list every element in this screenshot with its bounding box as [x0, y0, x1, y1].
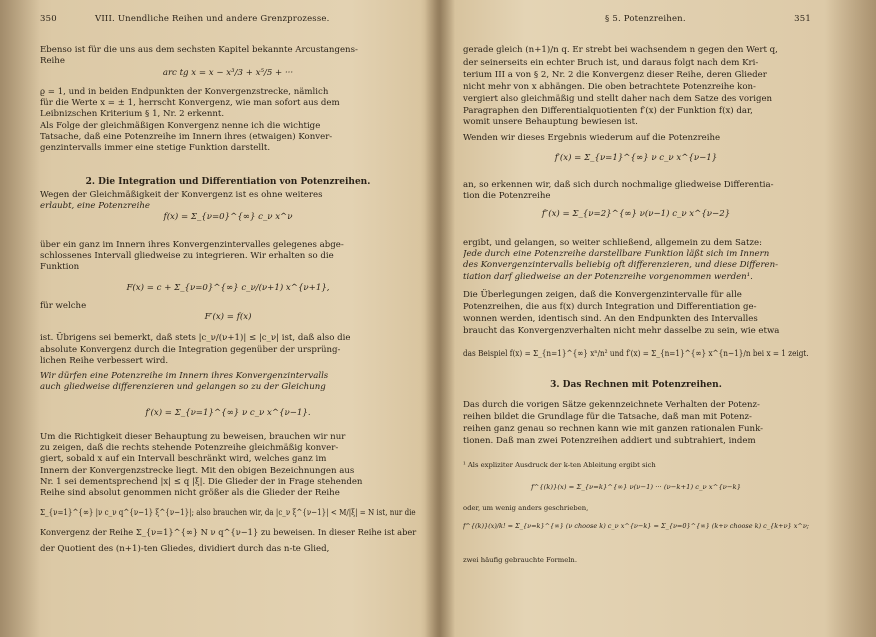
text-line: Potenzreihen, die aus f(x) durch Integration und Differentiation ge-	[463, 302, 757, 312]
text-line: tiation darf gliedweise an der Potenzreihe vorgenommen werden¹.	[463, 272, 753, 282]
formula-line: f′(x) = Σ_{ν=1}^{∞} ν c_ν x^{ν−1}.	[145, 408, 311, 418]
text-line: Ebenso ist für die uns aus dem sechsten Kapitel bekannte Arcustangens-	[40, 45, 358, 55]
text-line: ergibt, und gelangen, so weiter schließend, allgemein zu dem Satze:	[463, 238, 762, 248]
text-line: Konvergenz der Reihe Σ_{ν=1}^{∞} N ν q^{ν−1} zu beweisen. In dieser Reihe ist aber	[40, 528, 417, 538]
formula-line: f′(x) = Σ_{ν=1}^{∞} ν c_ν x^{ν−1}	[554, 153, 718, 163]
right-page-header	[463, 14, 811, 28]
text-line: zwei häufig gebrauchte Formeln.	[463, 556, 577, 564]
text-line: Reihe	[40, 56, 65, 66]
text-line: auch gliedweise differenzieren und gelangen so zu der Gleichung	[40, 382, 326, 392]
left-edge-shadow	[0, 0, 40, 637]
text-line: für welche	[40, 301, 87, 311]
left-page-header	[40, 14, 418, 28]
section-heading: 3. Das Rechnen mit Potenzreihen.	[550, 380, 722, 390]
text-line: tionen. Daß man zwei Potenzreihen addiert und subtrahiert, indem	[463, 436, 756, 446]
text-line: Σ_{ν=1}^{∞} |ν c_ν q^{ν−1} ξ^{ν−1}|; also brauchen wir, da |c_ν ξ^{ν−1}| < M/|ξ| = N ist, nur die	[40, 508, 416, 518]
text-line: reihen ganz genau so rechnen kann wie mit ganzen rationalen Funk-	[463, 424, 764, 434]
page-number: 350	[40, 14, 57, 24]
text-line: erlaubt, eine Potenzreihe	[40, 201, 150, 211]
text-line: für die Werte x = ± 1, herrscht Konvergenz, wie man sofort aus dem	[40, 98, 340, 108]
text-line: ¹ Als expliziter Ausdruck der k-ten Ableitung ergibt sich	[463, 461, 656, 469]
text-line: an, so erkennen wir, daß sich durch nochmalige gliedweise Differentia-	[463, 180, 774, 190]
text-line: Wenden wir dieses Ergebnis wiederum auf die Potenzreihe	[463, 133, 721, 143]
text-line: reihen bildet die Grundlage für die Tatsache, daß man mit Potenz-	[463, 412, 752, 422]
running-title: § 5. Potenzreihen.	[605, 14, 686, 24]
text-line: schlossenes Intervall gliedweise zu integrieren. Wir erhalten so die	[40, 251, 334, 261]
book-gutter	[425, 0, 455, 637]
right-page	[463, 0, 811, 637]
left-page	[40, 0, 418, 637]
text-line: genzintervalls immer eine stetige Funktion darstellt.	[40, 143, 271, 153]
text-line: ist. Übrigens sei bemerkt, daß stets |c_ν/(ν+1)| ≤ |c_ν| ist, daß also die	[40, 333, 351, 343]
text-line: Die Überlegungen zeigen, daß die Konvergenzintervalle für alle	[463, 290, 742, 300]
page-number: 351	[794, 14, 811, 24]
text-line: der seinerseits ein echter Bruch ist, und daraus folgt nach dem Kri-	[463, 58, 759, 68]
text-line: das Beispiel f(x) = Σ_{n=1}^{∞} xⁿ/n² und f′(x) = Σ_{n=1}^{∞} x^{n−1}/n bei x = 1 zeigt.	[463, 349, 809, 359]
formula-line: f(x) = Σ_{ν=0}^{∞} c_ν x^ν	[163, 212, 293, 222]
formula-line: F(x) = c + Σ_{ν=0}^{∞} c_ν/(ν+1) x^{ν+1},	[126, 283, 330, 293]
text-line: womit unsere Behauptung bewiesen ist.	[463, 117, 638, 127]
text-line: nicht mehr von x abhängen. Die oben betrachtete Potenzreihe kon-	[463, 82, 756, 92]
text-line: Paragraphen den Differentialquotienten f′(x) der Funktion f(x) dar,	[463, 106, 753, 116]
text-line: Nr. 1 sei dementsprechend |x| ≤ q |ξ|. Die Glieder der in Frage stehenden	[40, 477, 363, 487]
text-line: Innern der Konvergenzstrecke liegt. Mit den obigen Bezeichnungen aus	[40, 466, 355, 476]
text-line: lichen Reihe verbessert wird.	[40, 356, 169, 366]
formula-line: F′(x) = f(x)	[204, 312, 252, 322]
text-line: der Quotient des (n+1)-ten Gliedes, dividiert durch das n-te Glied,	[40, 544, 330, 554]
text-line: terium III a von § 2, Nr. 2 die Konvergenz dieser Reihe, deren Glieder	[463, 70, 767, 80]
text-line: Wir dürfen eine Potenzreihe im Innern ihres Konvergenzintervalls	[40, 371, 329, 381]
formula-line: f″(x) = Σ_{ν=2}^{∞} ν(ν−1) c_ν x^{ν−2}	[541, 209, 731, 219]
text-line: Um die Richtigkeit dieser Behauptung zu beweisen, brauchen wir nur	[40, 432, 346, 442]
text-line: tion die Potenzreihe	[463, 191, 551, 201]
text-line: wonnen werden, identisch sind. An den Endpunkten des Intervalles	[463, 314, 758, 324]
right-edge-shadow	[826, 0, 876, 637]
text-line: Wegen der Gleichmäßigkeit der Konvergenz ist es ohne weiteres	[40, 190, 323, 200]
text-line: Reihe sind absolut genommen nicht größer als die Glieder der Reihe	[40, 488, 340, 498]
text-line: ϱ = 1, und in beiden Endpunkten der Konvergenzstrecke, nämlich	[40, 87, 329, 97]
text-line: Das durch die vorigen Sätze gekennzeichnete Verhalten der Potenz-	[463, 400, 760, 410]
running-title: VIII. Unendliche Reihen und andere Grenzprozesse.	[95, 14, 330, 24]
formula-line: f^{(k)}(x)/k! = Σ_{ν=k}^{∞} (ν choose k) c_ν x^{ν−k} = Σ_{ν=0}^{∞} (k+ν choose k) c_{k+ν} x^ν;	[463, 522, 809, 530]
text-line: braucht das Konvergenzverhalten nicht mehr dasselbe zu sein, wie etwa	[463, 326, 780, 336]
text-line: Leibnizschen Kriterium § 1, Nr. 2 erkennt.	[40, 109, 225, 119]
formula-line: f^{(k)}(x) = Σ_{ν=k}^{∞} ν(ν−1) ··· (ν−k+1) c_ν x^{ν−k}	[531, 483, 741, 491]
text-line: Als Folge der gleichmäßigen Konvergenz nenne ich die wichtige	[40, 121, 321, 131]
text-line: Tatsache, daß eine Potenzreihe im Innern ihres (etwaigen) Konver-	[40, 132, 333, 142]
section-heading: 2. Die Integration und Differentiation von Potenzreihen.	[85, 177, 371, 187]
text-line: über ein ganz im Innern ihres Konvergenzintervalles gelegenes abge-	[40, 240, 344, 250]
text-line: vergiert also gleichmäßig und stellt daher nach dem Satze des vorigen	[463, 94, 773, 104]
text-line: Jede durch eine Potenzreihe darstellbare Funktion läßt sich im Innern	[463, 249, 770, 259]
text-line: Funktion	[40, 262, 80, 272]
text-line: des Konvergenzintervalls beliebig oft differenzieren, und diese Differen-	[463, 260, 779, 270]
text-line: oder, um wenig anders geschrieben,	[463, 504, 589, 512]
text-line: giert, sobald x auf ein Intervall beschränkt wird, welches ganz im	[40, 454, 327, 464]
formula-line: arc tg x = x − x³/3 + x⁵/5 + ···	[162, 68, 294, 78]
text-line: zu zeigen, daß die rechts stehende Potenzreihe gleichmäßig konver-	[40, 443, 339, 453]
text-line: absolute Konvergenz durch die Integration gegenüber der ursprüng-	[40, 345, 341, 355]
text-line: gerade gleich (n+1)/n q. Er strebt bei wachsendem n gegen den Wert q,	[463, 45, 778, 55]
